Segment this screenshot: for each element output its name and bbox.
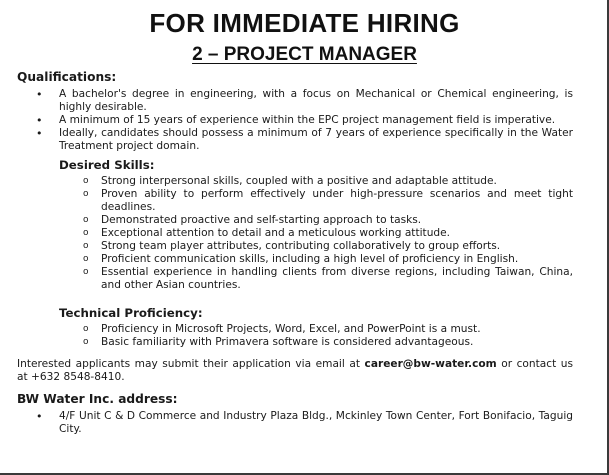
- apply-text: Interested applicants may submit their application via email at: [17, 358, 365, 370]
- proficiency-item: o Proficiency in Microsoft Projects, Word, Excel, and PowerPoint is a must.: [17, 323, 573, 336]
- qualification-item: • A minimum of 15 years of experience within the EPC project management field is imperative.: [17, 114, 573, 127]
- desired-skills-list: [17, 175, 573, 292]
- qualifications-heading: Qualifications:: [17, 70, 117, 84]
- job-posting-body: [17, 71, 573, 436]
- position-title: 2 – PROJECT MANAGER: [192, 44, 417, 65]
- qualification-item: • A bachelor's degree in engineering, with a focus on Mechanical or Chemical engineering, is highly desirable.: [17, 88, 573, 114]
- email-link[interactable]: career@bw-water.com: [364, 358, 497, 370]
- address-list: [17, 410, 573, 436]
- skill-item: o Exceptional attention to detail and a meticulous working attitude.: [17, 227, 573, 240]
- address-item: • 4/F Unit C & D Commerce and Industry Plaza Bldg., Mckinley Town Center, Fort Bonifacio, Taguig City.: [17, 410, 573, 436]
- contact-text: or contact us at +632 8548-8410.: [17, 358, 574, 383]
- skill-item: o Proven ability to perform effectively under high-pressure scenarios and meet tight deadlines.: [17, 188, 573, 214]
- page-title: FOR IMMEDIATE HIRING: [149, 8, 460, 38]
- application-instructions: [17, 358, 573, 384]
- address-heading: BW Water Inc. address:: [17, 392, 178, 406]
- skill-item: o Essential experience in handling clients from diverse regions, including Taiwan, China, and other Asian countries.: [17, 266, 573, 292]
- skill-item: o Proficient communication skills, including a high level of proficiency in English.: [17, 253, 573, 266]
- skill-item: o Strong team player attributes, contributing collaboratively to group efforts.: [17, 240, 573, 253]
- proficiency-item: o Basic familiarity with Primavera software is considered advantageous.: [17, 336, 573, 349]
- technical-proficiency-list: [17, 323, 573, 349]
- technical-proficiency-heading: Technical Proficiency:: [59, 306, 203, 320]
- skill-item: o Demonstrated proactive and self-starting approach to tasks.: [17, 214, 573, 227]
- qualifications-list: [17, 88, 573, 153]
- qualification-item: • Ideally, candidates should possess a minimum of 7 years of experience specifically in the Water Treatment project domain.: [17, 127, 573, 153]
- desired-skills-heading: Desired Skills:: [59, 158, 155, 172]
- skill-item: o Strong interpersonal skills, coupled with a positive and adaptable attitude.: [17, 175, 573, 188]
